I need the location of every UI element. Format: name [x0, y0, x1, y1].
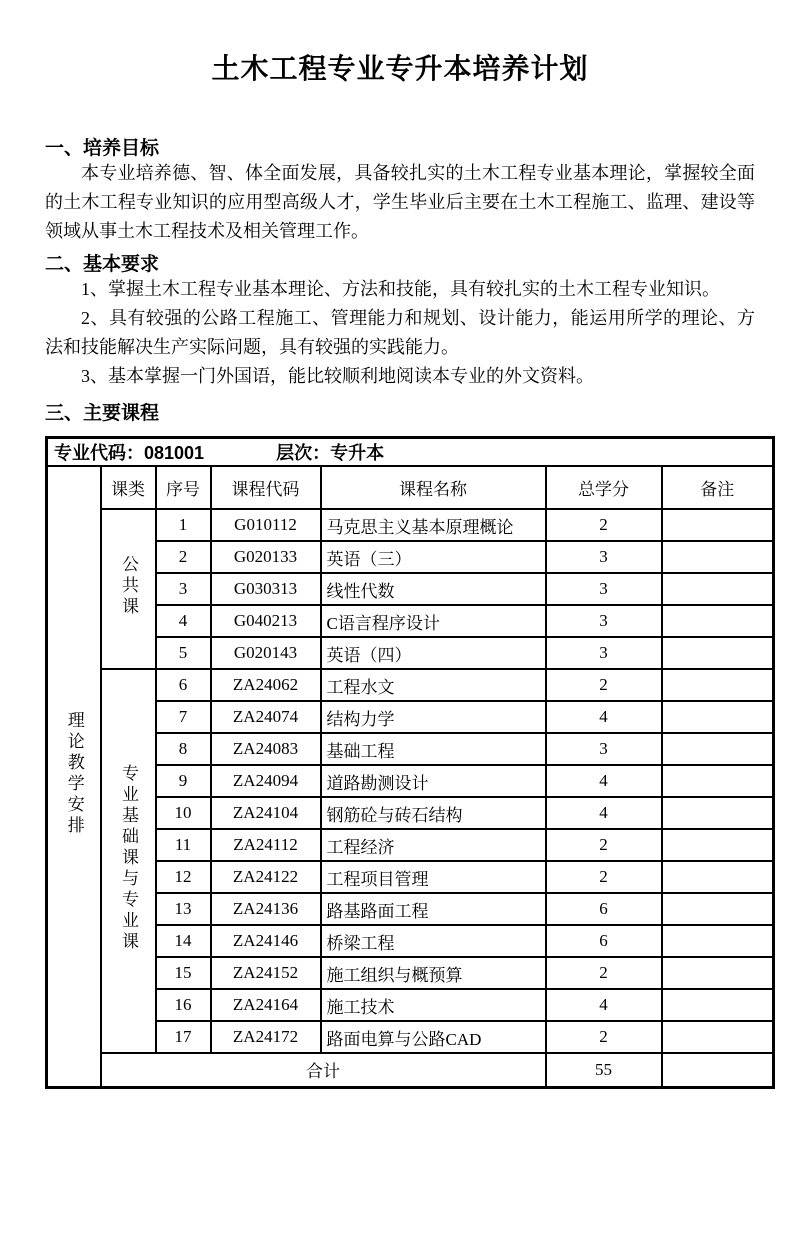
- cell-number: 13: [156, 893, 211, 925]
- total-note-cell: [662, 1053, 774, 1087]
- cell-note: [662, 1021, 774, 1053]
- goals-paragraph: 本专业培养德、智、体全面发展，具备较扎实的土木工程专业基本理论，掌握较全面的土木工程专业知识的应用型高级人才，学生毕业后主要在土木工程施工、监理、建设等领域从事土木工程技术及相关管理工作。: [45, 163, 755, 241]
- cell-course-code: ZA24172: [211, 1021, 321, 1053]
- level-value: 专升本: [330, 443, 385, 463]
- course-row: [47, 925, 774, 957]
- cell-credits: 2: [546, 669, 662, 701]
- header-note: 备注: [662, 466, 774, 509]
- page-title: 土木工程专业专升本培养计划: [211, 53, 589, 84]
- course-row: [47, 573, 774, 605]
- cell-course-name: 英语（三）: [321, 541, 546, 573]
- cell-credits: 2: [546, 861, 662, 893]
- document-page: [0, 52, 800, 1089]
- course-row: [47, 733, 774, 765]
- cell-course-code: G020143: [211, 637, 321, 669]
- cell-course-name: C语言程序设计: [321, 605, 546, 637]
- cell-number: 17: [156, 1021, 211, 1053]
- cell-course-code: ZA24112: [211, 829, 321, 861]
- cell-course-name: 基础工程: [321, 733, 546, 765]
- course-group-label-cell: [101, 509, 156, 669]
- course-group-label: 公共课: [119, 555, 138, 618]
- cell-course-name: 工程项目管理: [321, 861, 546, 893]
- cell-number: 15: [156, 957, 211, 989]
- cell-number: 16: [156, 989, 211, 1021]
- course-row: [47, 989, 774, 1021]
- header-course-type: 课类: [101, 466, 156, 509]
- course-row: [47, 669, 774, 701]
- cell-credits: 2: [546, 1021, 662, 1053]
- cell-note: [662, 861, 774, 893]
- total-credits-cell: 55: [546, 1053, 662, 1087]
- cell-credits: 6: [546, 925, 662, 957]
- cell-note: [662, 701, 774, 733]
- cell-credits: 4: [546, 989, 662, 1021]
- cell-course-code: ZA24122: [211, 861, 321, 893]
- cell-course-name: 路基路面工程: [321, 893, 546, 925]
- course-group-label-cell: [101, 669, 156, 1053]
- cell-note: [662, 893, 774, 925]
- cell-note: [662, 797, 774, 829]
- cell-course-name: 施工组织与概预算: [321, 957, 546, 989]
- cell-course-name: 工程经济: [321, 829, 546, 861]
- cell-note: [662, 605, 774, 637]
- cell-note: [662, 925, 774, 957]
- cell-course-code: ZA24062: [211, 669, 321, 701]
- cell-course-code: ZA24136: [211, 893, 321, 925]
- cell-course-name: 英语（四）: [321, 637, 546, 669]
- major-code-row: [47, 438, 774, 467]
- cell-number: 4: [156, 605, 211, 637]
- major-code-cell: [47, 438, 774, 467]
- cell-credits: 3: [546, 733, 662, 765]
- cell-course-name: 桥梁工程: [321, 925, 546, 957]
- cell-credits: 3: [546, 541, 662, 573]
- cell-credits: 6: [546, 893, 662, 925]
- cell-course-name: 结构力学: [321, 701, 546, 733]
- cell-note: [662, 669, 774, 701]
- cell-course-code: ZA24094: [211, 765, 321, 797]
- course-row: [47, 1021, 774, 1053]
- header-course-code: 课程代码: [211, 466, 321, 509]
- table-body: [47, 438, 774, 1088]
- cell-number: 14: [156, 925, 211, 957]
- cell-course-name: 钢筋砼与砖石结构: [321, 797, 546, 829]
- course-row: [47, 829, 774, 861]
- cell-note: [662, 957, 774, 989]
- course-row: [47, 637, 774, 669]
- cell-note: [662, 989, 774, 1021]
- cell-course-code: ZA24083: [211, 733, 321, 765]
- side-label: 理论教学安排: [64, 710, 84, 837]
- cell-credits: 4: [546, 797, 662, 829]
- course-group-label: 专业基础课与专业课: [119, 764, 138, 953]
- cell-note: [662, 829, 774, 861]
- section-heading-goals: 一、培养目标: [45, 138, 160, 159]
- course-row: [47, 893, 774, 925]
- cell-number: 2: [156, 541, 211, 573]
- major-code-label: 专业代码：: [54, 443, 144, 463]
- major-code-value: 081001: [144, 443, 205, 463]
- cell-course-code: ZA24074: [211, 701, 321, 733]
- cell-note: [662, 509, 774, 541]
- course-row: [47, 765, 774, 797]
- cell-course-code: ZA24104: [211, 797, 321, 829]
- cell-number: 10: [156, 797, 211, 829]
- cell-course-name: 路面电算与公路CAD: [321, 1021, 546, 1053]
- level-label: 层次：: [276, 443, 331, 463]
- cell-number: 9: [156, 765, 211, 797]
- cell-credits: 2: [546, 957, 662, 989]
- cell-course-code: G020133: [211, 541, 321, 573]
- cell-course-name: 施工技术: [321, 989, 546, 1021]
- course-row: [47, 541, 774, 573]
- header-total-credits: 总学分: [546, 466, 662, 509]
- cell-course-code: ZA24152: [211, 957, 321, 989]
- cell-note: [662, 637, 774, 669]
- cell-course-code: G030313: [211, 573, 321, 605]
- cell-number: 7: [156, 701, 211, 733]
- section-heading-courses: 三、主要课程: [45, 403, 160, 424]
- cell-credits: 4: [546, 765, 662, 797]
- cell-course-name: 道路勘测设计: [321, 765, 546, 797]
- requirement-item-3: 3、基本掌握一门外国语，能比较顺利地阅读本专业的外文资料。: [81, 366, 594, 386]
- course-row: [47, 957, 774, 989]
- cell-number: 3: [156, 573, 211, 605]
- cell-note: [662, 541, 774, 573]
- course-row: [47, 797, 774, 829]
- cell-course-name: 马克思主义基本原理概论: [321, 509, 546, 541]
- cell-number: 5: [156, 637, 211, 669]
- header-number: 序号: [156, 466, 211, 509]
- requirement-item-2: 2、具有较强的公路工程施工、管理能力和规划、设计能力，能运用所学的理论、方法和技能解决生产实际问题，具有较强的实践能力。: [45, 308, 755, 357]
- course-table: [45, 436, 775, 1089]
- side-label-cell: [47, 466, 101, 1087]
- cell-number: 12: [156, 861, 211, 893]
- cell-course-code: G010112: [211, 509, 321, 541]
- cell-course-name: 工程水文: [321, 669, 546, 701]
- cell-number: 6: [156, 669, 211, 701]
- course-row: [47, 701, 774, 733]
- cell-credits: 2: [546, 509, 662, 541]
- cell-number: 1: [156, 509, 211, 541]
- section-heading-requirements: 二、基本要求: [45, 254, 160, 275]
- table-header-row: [47, 466, 774, 509]
- course-row: [47, 509, 774, 541]
- cell-credits: 3: [546, 605, 662, 637]
- cell-note: [662, 765, 774, 797]
- cell-course-name: 线性代数: [321, 573, 546, 605]
- cell-course-code: ZA24164: [211, 989, 321, 1021]
- cell-credits: 4: [546, 701, 662, 733]
- cell-credits: 2: [546, 829, 662, 861]
- course-row: [47, 605, 774, 637]
- cell-course-code: G040213: [211, 605, 321, 637]
- cell-note: [662, 733, 774, 765]
- cell-credits: 3: [546, 573, 662, 605]
- cell-course-code: ZA24146: [211, 925, 321, 957]
- cell-number: 8: [156, 733, 211, 765]
- cell-number: 11: [156, 829, 211, 861]
- requirement-item-1: 1、掌握土木工程专业基本理论、方法和技能，具有较扎实的土木工程专业知识。: [81, 279, 720, 299]
- total-label-cell: 合计: [101, 1053, 546, 1087]
- total-row: [47, 1053, 774, 1087]
- header-course-name: 课程名称: [321, 466, 546, 509]
- cell-credits: 3: [546, 637, 662, 669]
- cell-note: [662, 573, 774, 605]
- course-row: [47, 861, 774, 893]
